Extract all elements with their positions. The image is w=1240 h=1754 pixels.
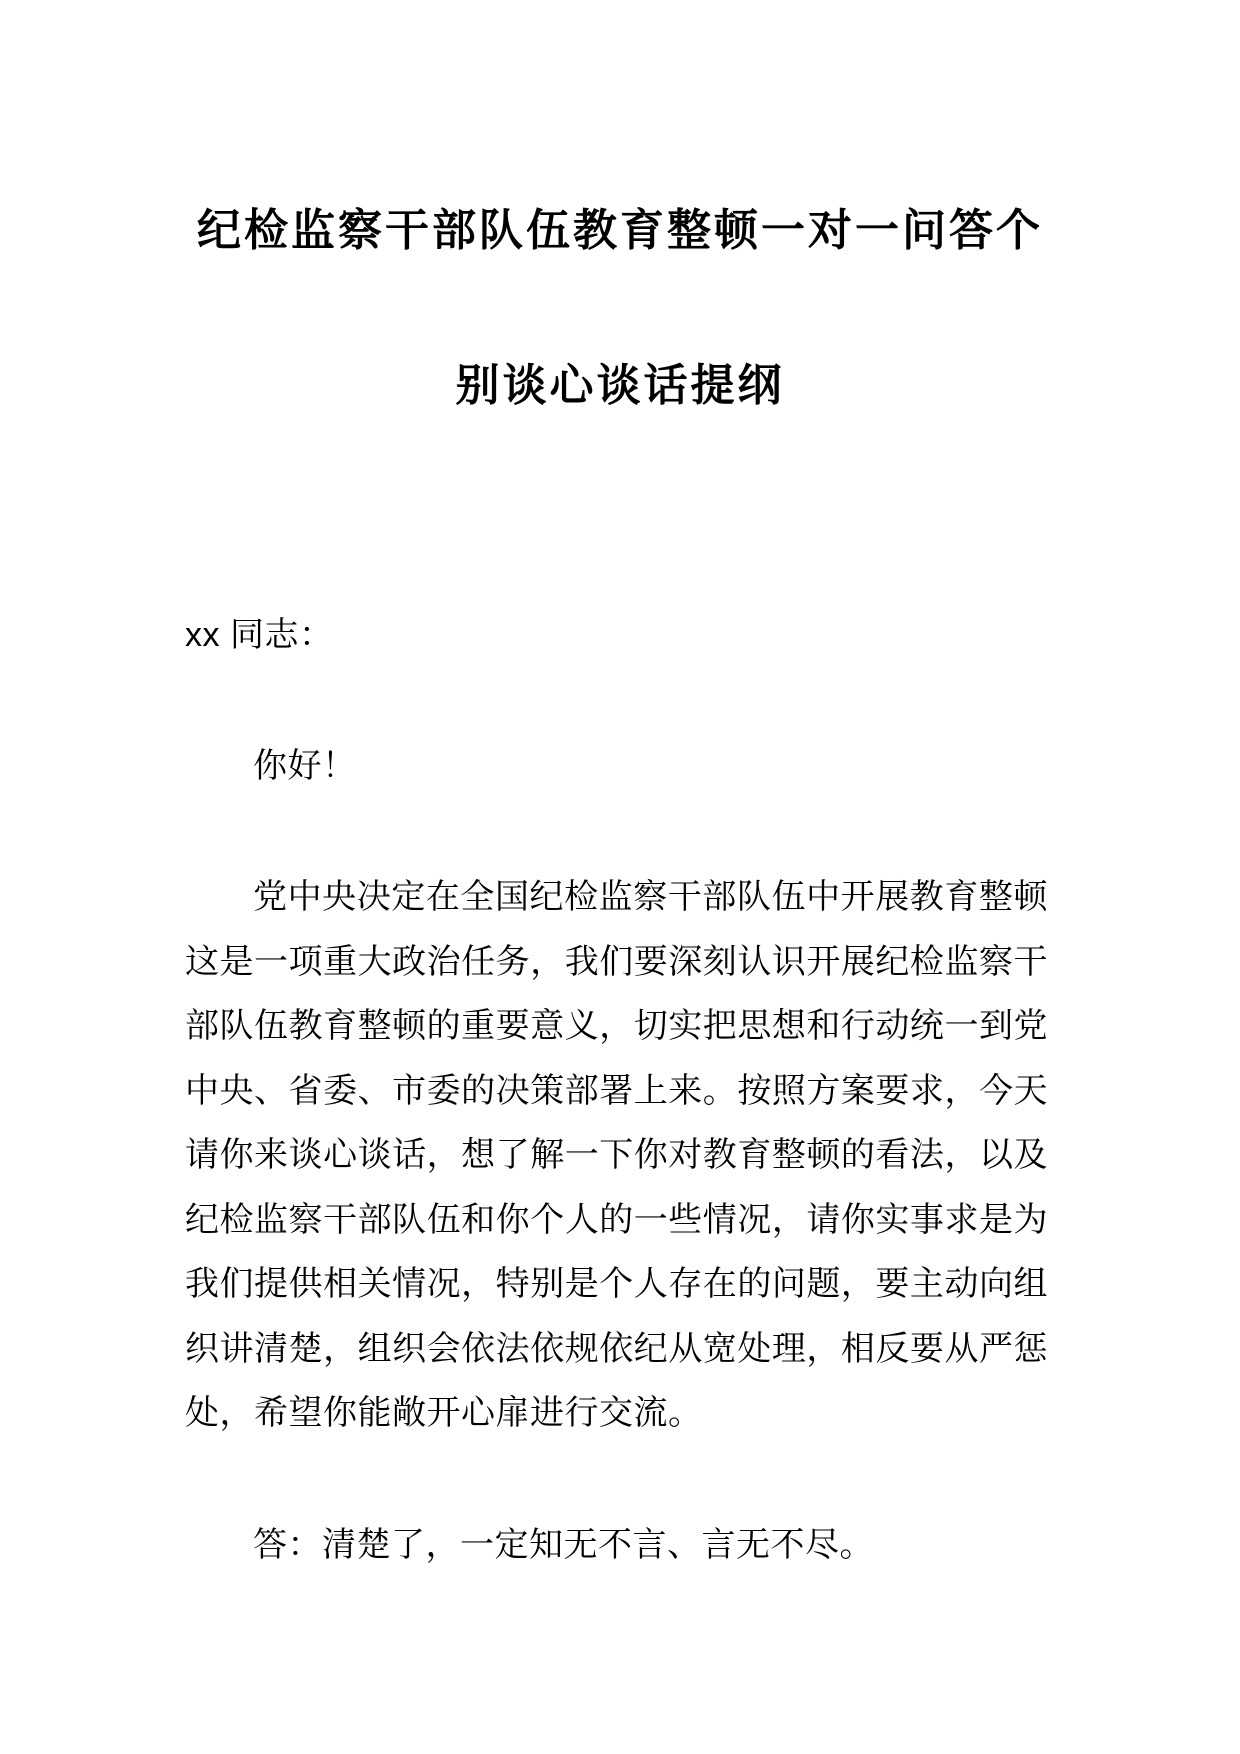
salutation-line: xx 同志：: [185, 616, 334, 654]
document-title: [0, 0, 1240, 463]
document-body: [185, 603, 1048, 1577]
paragraph-greeting: 你好！: [253, 746, 357, 785]
document-title-line-2: 别谈心谈话提纲: [455, 361, 785, 410]
paragraph-answer: 答：清楚了，一定知无不言、言无不尽。: [253, 1525, 874, 1564]
document-title-line-1: 纪检监察干部队伍教育整顿一对一问答个: [197, 206, 1043, 255]
paragraph-main-body: 党中央决定在全国纪检监察干部队伍中开展教育整顿这是一项重大政治任务，我们要深刻认识开展纪检监察干部队伍教育整顿的重要意义，切实把思想和行动统一到党中央、省委、市委的决策部署上来。按照方案要求，今天请你来谈心谈话，想了解一下你对教育整顿的看法，以及纪检监察干部队伍和你个人的一些情况，请你实事求是为我们提供相关情况，特别是个人存在的问题，要主动向组织讲清楚，组织会依法依规依纪从宽处理，相反要从严惩处，希望你能敞开心扉进行交流。: [185, 878, 1048, 1432]
